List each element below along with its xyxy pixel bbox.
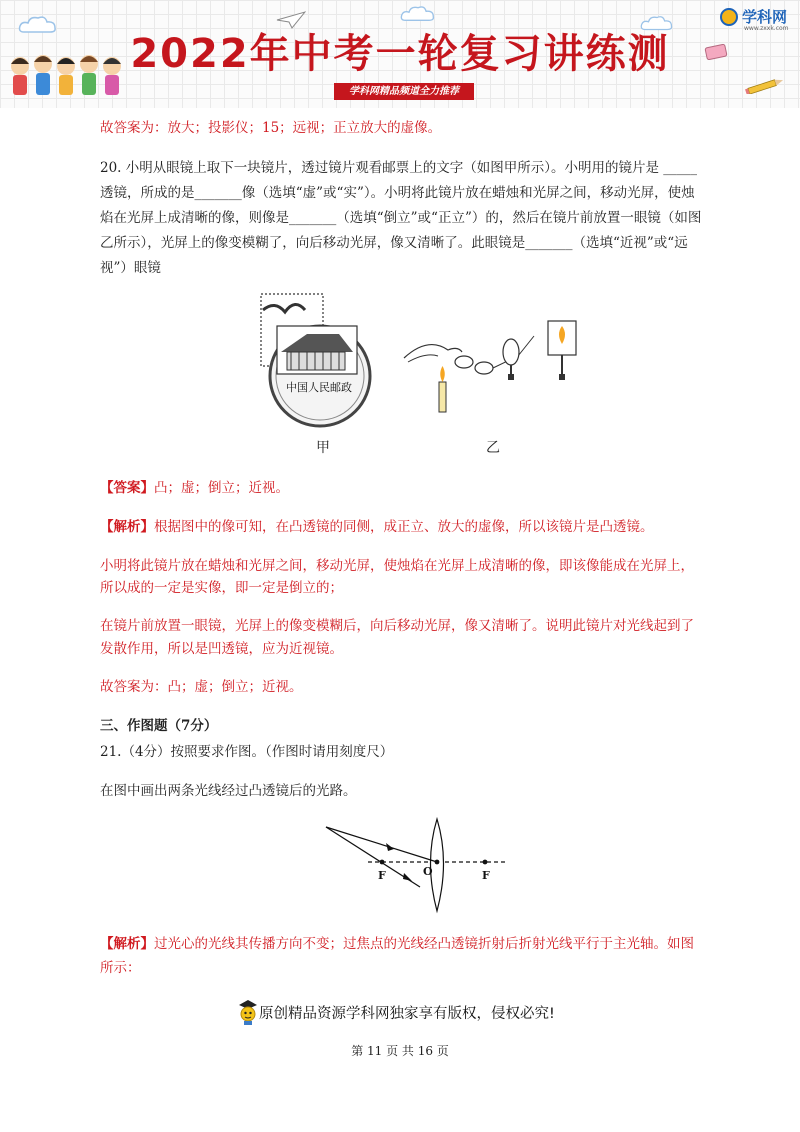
answer-line [100, 478, 289, 498]
page-footer: 第 11 页 共 16 页 [351, 1044, 449, 1058]
q20-line3: 焰在光屏上成清晰的像，则像是_______（选填“倒立”或“正立”）的，然后在镜片前放置一眼镜（如图 [100, 210, 702, 226]
mascot-icon [237, 999, 259, 1025]
focus-right-label: F [482, 869, 490, 882]
answer-tag: 【答案】 [100, 480, 154, 496]
logo-badge-icon [720, 8, 738, 26]
pencil-icon [744, 78, 786, 94]
analysis2-line2: 所示： [100, 960, 141, 976]
site-logo[interactable] [718, 4, 798, 34]
analysis-conclusion: 故答案为：凸；虚；倒立；近视。 [100, 679, 303, 695]
label-yi: 乙 [486, 440, 500, 456]
header-banner: 学科网精品频道全力推荐 [334, 83, 474, 100]
analysis-p1 [100, 517, 654, 537]
analysis-tag: 【解析】 [100, 519, 154, 535]
analysis-p3-line2: 发散作用，所以是凹透镜，应为近视镜。 [100, 641, 343, 657]
analysis-p3-line1: 在镜片前放置一眼镜，光屏上的像变模糊后，向后移动光屏，像又清晰了。说明此镜片对光线起到了 [100, 618, 694, 634]
q20-line1: 20. 小明从眼镜上取下一块镜片，透过镜片观看邮票上的文字（如图甲所示）。小明用的镜片是 _____ [100, 160, 698, 176]
answer-text: 凸；虚；倒立；近视。 [154, 480, 289, 496]
figure-candle-screen [398, 316, 588, 416]
stamp-caption: 中国人民邮政 [286, 381, 352, 394]
logo-name: 学科网 [742, 8, 788, 26]
convex-lens-diagram [320, 815, 510, 915]
q21-title: 21.（4分）按照要求作图。（作图时请用刻度尺） [100, 744, 394, 760]
analysis-p2-line2: 所以成的一定是实像，即一定是倒立的； [100, 580, 343, 596]
analysis2-line1-text: 过光心的光线其传播方向不变；过焦点的光线经凸透镜折射后折射光线平行于主光轴。如图 [154, 936, 694, 952]
copyright-text: 原创精品资源学科网独家享有版权，侵权必究! [259, 1006, 555, 1022]
focus-left-label: F [378, 869, 386, 882]
figure-stamp-lens [255, 290, 385, 430]
section3-heading: 三、作图题（7分） [100, 718, 218, 734]
q20-line2: 透镜，所成的是_______像（选填“虚”或“实”）。小明将此镜片放在蜡烛和光屏之间，移动光屏，使烛 [100, 185, 695, 201]
cloud-icon [400, 4, 436, 24]
analysis2-line1 [100, 934, 694, 954]
header-title: 2022年中考一轮复习讲练测 [130, 31, 670, 77]
analysis-p1-text: 根据图中的像可知，在凸透镜的同侧，成正立、放大的虚像，所以该镜片是凸透镜。 [154, 519, 654, 535]
q21-description: 在图中画出两条光线经过凸透镜后的光路。 [100, 783, 357, 799]
copyright-notice [237, 999, 567, 1025]
page-header [0, 0, 800, 108]
logo-url: www.zxxk.com [744, 25, 789, 32]
q20-line5: 视”）眼镜 [100, 260, 161, 276]
analysis-p2-line1: 小明将此镜片放在蜡烛和光屏之间，移动光屏，使烛焰在光屏上成清晰的像，即该像能成在光屏上， [100, 558, 694, 574]
analysis2-tag: 【解析】 [100, 936, 154, 952]
label-jia: 甲 [316, 440, 330, 456]
optical-center-label: O [423, 865, 433, 878]
q20-line4: 乙所示），光屏上的像变模糊了，向后移动光屏，像又清晰了。此眼镜是_______（选填“近视”或“远 [100, 235, 688, 251]
prev-answer: 故答案为：放大；投影仪；15；远视；正立放大的虚像。 [100, 120, 442, 136]
